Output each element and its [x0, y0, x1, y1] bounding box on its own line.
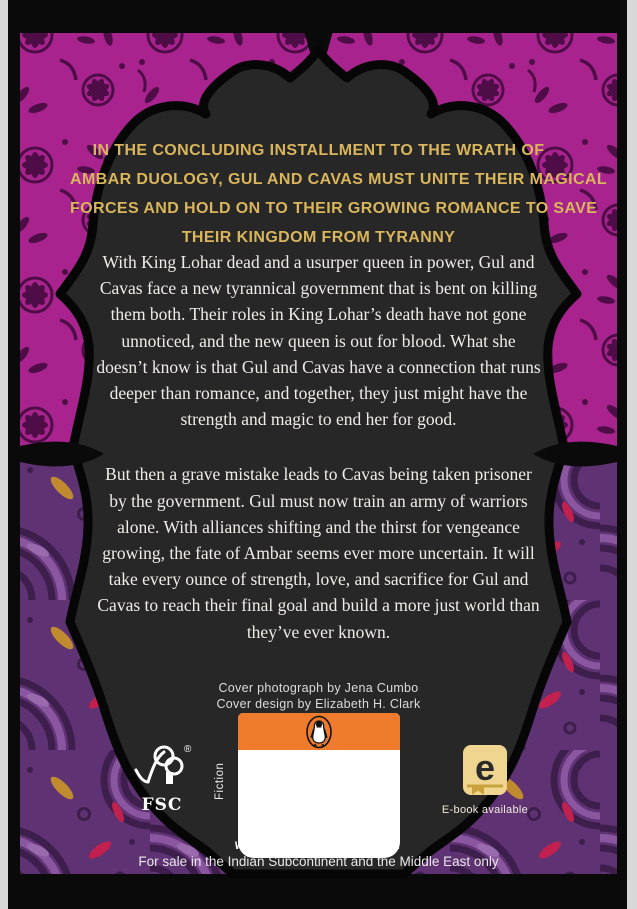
- ebook-icon: [462, 744, 508, 796]
- penguin-logo-icon: [305, 715, 333, 749]
- tagline-line: FORCES AND HOLD ON TO THEIR GROWING ROMANCE TO SAVE: [70, 200, 598, 217]
- publisher-website: www.penguin.co.in: [234, 838, 403, 853]
- category-label: Fiction: [214, 762, 226, 800]
- synopsis-paragraph-2: But then a grave mistake leads to Cavas being taken prisoner by the government. Gul must now train an army of warriors alone. With alliances shifting and the thirst for vengeance growing, the fate of Ambar seems ever more uncertain. It will take every ounce of strength, love, and sacrifice for Gul and Cavas to reach their final goal and build a more just world than they’ve ever known.: [97, 464, 540, 642]
- fsc-label: FSC: [141, 795, 183, 815]
- credit-design: Cover design by Elizabeth H. Clark: [216, 696, 421, 711]
- barcode-box: [238, 713, 400, 858]
- synopsis: [96, 249, 541, 674]
- sale-restriction-note: For sale in the Indian Subcontinent and the Middle East only: [138, 854, 499, 869]
- cover-credits: [96, 681, 541, 712]
- tagline-line: AMBAR DUOLOGY, GUL AND CAVAS MUST UNITE THEIR MAGICAL: [70, 171, 608, 188]
- fsc-certification-mark: [130, 742, 194, 814]
- penguin-brand-band: [238, 713, 400, 750]
- fsc-tree-icon: [130, 742, 194, 792]
- fsc-registered-mark: ®: [184, 744, 192, 755]
- svg-text:e: e: [474, 747, 496, 788]
- tagline-line: THEIR KINGDOM FROM TYRANNY: [181, 229, 456, 246]
- tagline-line: IN THE CONCLUDING INSTALLMENT TO THE WRATH OF: [92, 142, 545, 159]
- ebook-badge: [440, 744, 530, 816]
- credit-photograph: Cover photograph by Jena Cumbo: [218, 681, 419, 695]
- tagline: [70, 136, 608, 252]
- synopsis-paragraph-1: With King Lohar dead and a usurper queen in power, Gul and Cavas face a new tyrannical government that is bent on killing them both. Their roles in King Lohar’s death have not gone unnoticed, and the new queen is out for blood. What she doesn’t know is that Gul and Cavas have a connection that runs deeper than romance, and together, they just might have the strength and magic to end her for good.: [96, 252, 541, 430]
- ebook-caption: E-book available: [441, 804, 529, 816]
